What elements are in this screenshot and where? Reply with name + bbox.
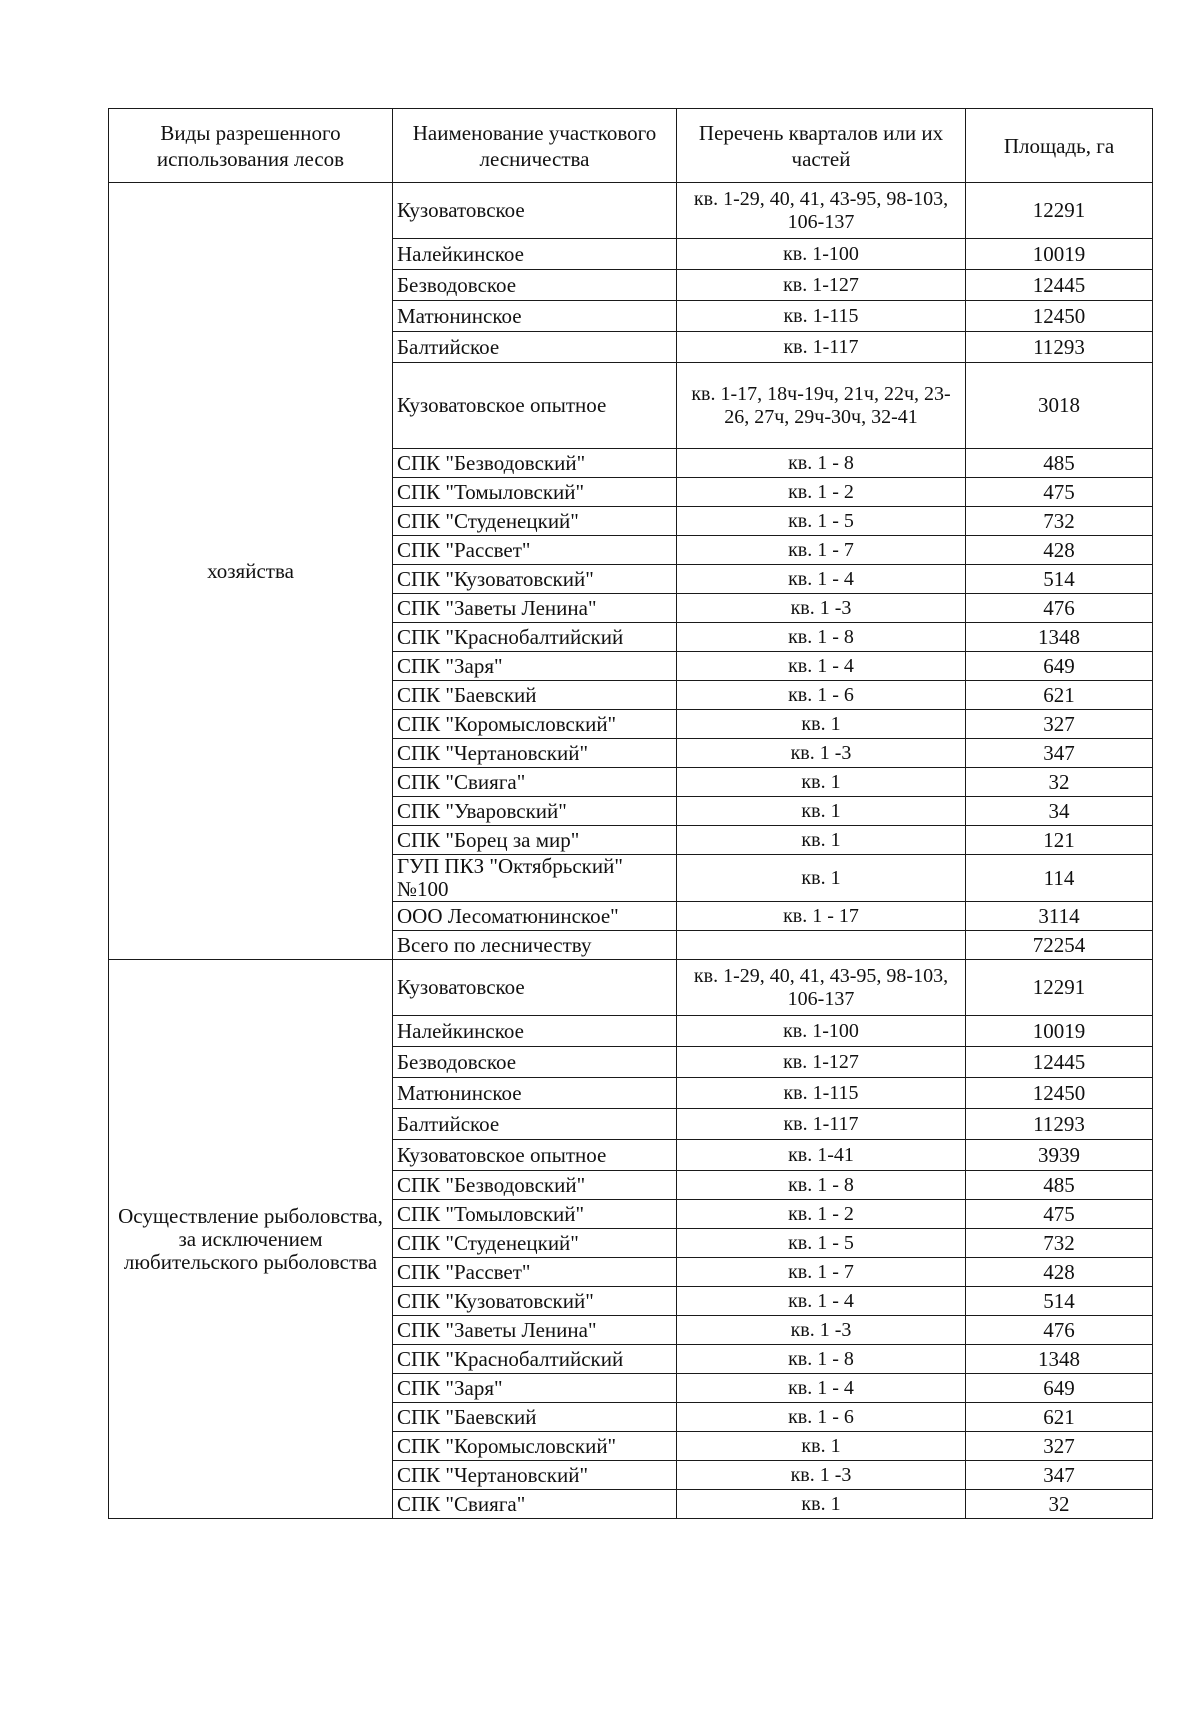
quarters-cell: кв. 1 - 7 xyxy=(677,536,966,565)
header-type: Виды разрешенного использования лесов xyxy=(109,109,393,183)
quarters-cell: кв. 1-127 xyxy=(677,270,966,301)
area-cell: 732 xyxy=(966,1229,1153,1258)
forestry-name-cell: Балтийское xyxy=(393,1109,677,1140)
quarters-cell: кв. 1 - 6 xyxy=(677,681,966,710)
forestry-name-cell: Балтийское xyxy=(393,332,677,363)
forestry-name-cell: СПК "Заветы Ленина" xyxy=(393,594,677,623)
forestry-name-cell: СПК "Безводовский" xyxy=(393,449,677,478)
forestry-name-cell: Кузоватовское опытное xyxy=(393,363,677,449)
use-type-cell: хозяйства xyxy=(109,183,393,960)
forestry-name-cell: СПК "Заря" xyxy=(393,1374,677,1403)
header-quarters: Перечень кварталов или их частей xyxy=(677,109,966,183)
forestry-name-cell: Безводовское xyxy=(393,1047,677,1078)
header-forestry-name: Наименование участкового лесничества xyxy=(393,109,677,183)
area-cell: 347 xyxy=(966,1461,1153,1490)
quarters-cell: кв. 1-29, 40, 41, 43-95, 98-103, 106-137 xyxy=(677,960,966,1016)
area-cell: 475 xyxy=(966,1200,1153,1229)
quarters-cell: кв. 1 xyxy=(677,768,966,797)
forestry-name-cell: СПК "Рассвет" xyxy=(393,1258,677,1287)
area-cell: 121 xyxy=(966,826,1153,855)
quarters-cell: кв. 1-100 xyxy=(677,239,966,270)
forestry-name-cell: Кузоватовское xyxy=(393,960,677,1016)
quarters-cell: кв. 1 -3 xyxy=(677,1461,966,1490)
quarters-cell: кв. 1 - 8 xyxy=(677,1345,966,1374)
area-cell: 12445 xyxy=(966,1047,1153,1078)
area-cell: 514 xyxy=(966,565,1153,594)
quarters-cell: кв. 1 xyxy=(677,710,966,739)
forestry-name-cell: СПК "Коромысловский" xyxy=(393,1432,677,1461)
quarters-cell: кв. 1 - 4 xyxy=(677,565,966,594)
area-cell: 347 xyxy=(966,739,1153,768)
forestry-name-cell: Налейкинское xyxy=(393,239,677,270)
forestry-name-cell: СПК "Свияга" xyxy=(393,768,677,797)
area-cell: 514 xyxy=(966,1287,1153,1316)
area-cell: 476 xyxy=(966,1316,1153,1345)
area-cell: 1348 xyxy=(966,623,1153,652)
area-cell: 12450 xyxy=(966,301,1153,332)
quarters-cell: кв. 1 - 5 xyxy=(677,1229,966,1258)
forestry-name-cell: СПК "Томыловский" xyxy=(393,478,677,507)
area-cell: 475 xyxy=(966,478,1153,507)
forestry-name-cell: СПК "Свияга" xyxy=(393,1490,677,1519)
forestry-name-cell: СПК "Коромысловский" xyxy=(393,710,677,739)
area-cell: 1348 xyxy=(966,1345,1153,1374)
forestry-name-cell: СПК "Баевский xyxy=(393,681,677,710)
forestry-name-cell: СПК "Борец за мир" xyxy=(393,826,677,855)
quarters-cell: кв. 1 - 17 xyxy=(677,902,966,931)
table-body xyxy=(109,183,1153,1519)
area-cell: 11293 xyxy=(966,332,1153,363)
quarters-cell: кв. 1 - 6 xyxy=(677,1403,966,1432)
quarters-cell: кв. 1 - 8 xyxy=(677,449,966,478)
forestry-name-cell: Матюнинское xyxy=(393,1078,677,1109)
forestry-name-cell: СПК "Уваровский" xyxy=(393,797,677,826)
forestry-name-cell: СПК "Чертановский" xyxy=(393,1461,677,1490)
quarters-cell: кв. 1 xyxy=(677,1432,966,1461)
forestry-name-cell: СПК "Студенецкий" xyxy=(393,1229,677,1258)
forestry-name-cell: ООО Лесоматюнинское" xyxy=(393,902,677,931)
quarters-cell: кв. 1 -3 xyxy=(677,594,966,623)
forestry-name-cell: СПК "Кузоватовский" xyxy=(393,1287,677,1316)
quarters-cell: кв. 1-29, 40, 41, 43-95, 98-103, 106-137 xyxy=(677,183,966,239)
forestry-name-cell: СПК "Студенецкий" xyxy=(393,507,677,536)
quarters-cell: кв. 1-127 xyxy=(677,1047,966,1078)
area-cell: 34 xyxy=(966,797,1153,826)
area-cell: 649 xyxy=(966,1374,1153,1403)
quarters-cell: кв. 1-41 xyxy=(677,1140,966,1171)
area-cell: 32 xyxy=(966,768,1153,797)
area-cell: 3114 xyxy=(966,902,1153,931)
forestry-name-cell: Всего по лесничеству xyxy=(393,931,677,960)
area-cell: 12445 xyxy=(966,270,1153,301)
area-cell: 12291 xyxy=(966,183,1153,239)
area-cell: 621 xyxy=(966,1403,1153,1432)
quarters-cell: кв. 1-100 xyxy=(677,1016,966,1047)
forestry-name-cell: Налейкинское xyxy=(393,1016,677,1047)
area-cell: 3939 xyxy=(966,1140,1153,1171)
quarters-cell: кв. 1 - 2 xyxy=(677,478,966,507)
forestry-name-cell: СПК "Краснобалтийский xyxy=(393,1345,677,1374)
forestry-name-cell: Кузоватовское xyxy=(393,183,677,239)
area-cell: 649 xyxy=(966,652,1153,681)
forestry-name-cell: СПК "Баевский xyxy=(393,1403,677,1432)
quarters-cell: кв. 1 xyxy=(677,855,966,902)
quarters-cell: кв. 1 - 4 xyxy=(677,652,966,681)
quarters-cell: кв. 1 - 7 xyxy=(677,1258,966,1287)
area-cell: 3018 xyxy=(966,363,1153,449)
area-cell: 732 xyxy=(966,507,1153,536)
table-row xyxy=(109,183,1153,239)
forestry-name-cell: Кузоватовское опытное xyxy=(393,1140,677,1171)
quarters-cell: кв. 1-115 xyxy=(677,1078,966,1109)
area-cell: 485 xyxy=(966,449,1153,478)
header-area: Площадь, га xyxy=(966,109,1153,183)
forestry-name-cell: ГУП ПКЗ "Октябрьский" №100 xyxy=(393,855,677,902)
area-cell: 12291 xyxy=(966,960,1153,1016)
area-cell: 476 xyxy=(966,594,1153,623)
forest-use-table xyxy=(108,108,1153,1519)
area-cell: 11293 xyxy=(966,1109,1153,1140)
quarters-cell: кв. 1 - 8 xyxy=(677,623,966,652)
quarters-cell: кв. 1-115 xyxy=(677,301,966,332)
quarters-cell: кв. 1 xyxy=(677,797,966,826)
forestry-name-cell: Безводовское xyxy=(393,270,677,301)
forestry-name-cell: СПК "Краснобалтийский xyxy=(393,623,677,652)
quarters-cell: кв. 1-17, 18ч-19ч, 21ч, 22ч, 23-26, 27ч, 29ч-30ч, 32-41 xyxy=(677,363,966,449)
area-cell: 114 xyxy=(966,855,1153,902)
area-cell: 428 xyxy=(966,1258,1153,1287)
area-cell: 32 xyxy=(966,1490,1153,1519)
area-cell: 327 xyxy=(966,1432,1153,1461)
area-cell: 12450 xyxy=(966,1078,1153,1109)
quarters-cell: кв. 1 - 2 xyxy=(677,1200,966,1229)
area-cell: 428 xyxy=(966,536,1153,565)
quarters-cell: кв. 1 - 8 xyxy=(677,1171,966,1200)
forestry-name-cell: СПК "Заря" xyxy=(393,652,677,681)
quarters-cell: кв. 1 xyxy=(677,826,966,855)
area-cell: 621 xyxy=(966,681,1153,710)
table-header xyxy=(109,109,1153,183)
forestry-name-cell: СПК "Чертановский" xyxy=(393,739,677,768)
forestry-name-cell: СПК "Рассвет" xyxy=(393,536,677,565)
quarters-cell: кв. 1 - 4 xyxy=(677,1287,966,1316)
quarters-cell: кв. 1-117 xyxy=(677,1109,966,1140)
area-cell: 10019 xyxy=(966,1016,1153,1047)
quarters-cell: кв. 1 -3 xyxy=(677,1316,966,1345)
forestry-name-cell: СПК "Кузоватовский" xyxy=(393,565,677,594)
use-type-cell: Осуществление рыболовства, за исключением любительского рыболовства xyxy=(109,960,393,1519)
table-row xyxy=(109,960,1153,1016)
forestry-name-cell: СПК "Безводовский" xyxy=(393,1171,677,1200)
forestry-name-cell: СПК "Томыловский" xyxy=(393,1200,677,1229)
forestry-name-cell: Матюнинское xyxy=(393,301,677,332)
area-cell: 72254 xyxy=(966,931,1153,960)
quarters-cell: кв. 1 xyxy=(677,1490,966,1519)
area-cell: 327 xyxy=(966,710,1153,739)
quarters-cell: кв. 1 - 5 xyxy=(677,507,966,536)
quarters-cell: кв. 1 -3 xyxy=(677,739,966,768)
area-cell: 485 xyxy=(966,1171,1153,1200)
quarters-cell xyxy=(677,931,966,960)
quarters-cell: кв. 1 - 4 xyxy=(677,1374,966,1403)
area-cell: 10019 xyxy=(966,239,1153,270)
quarters-cell: кв. 1-117 xyxy=(677,332,966,363)
forestry-name-cell: СПК "Заветы Ленина" xyxy=(393,1316,677,1345)
